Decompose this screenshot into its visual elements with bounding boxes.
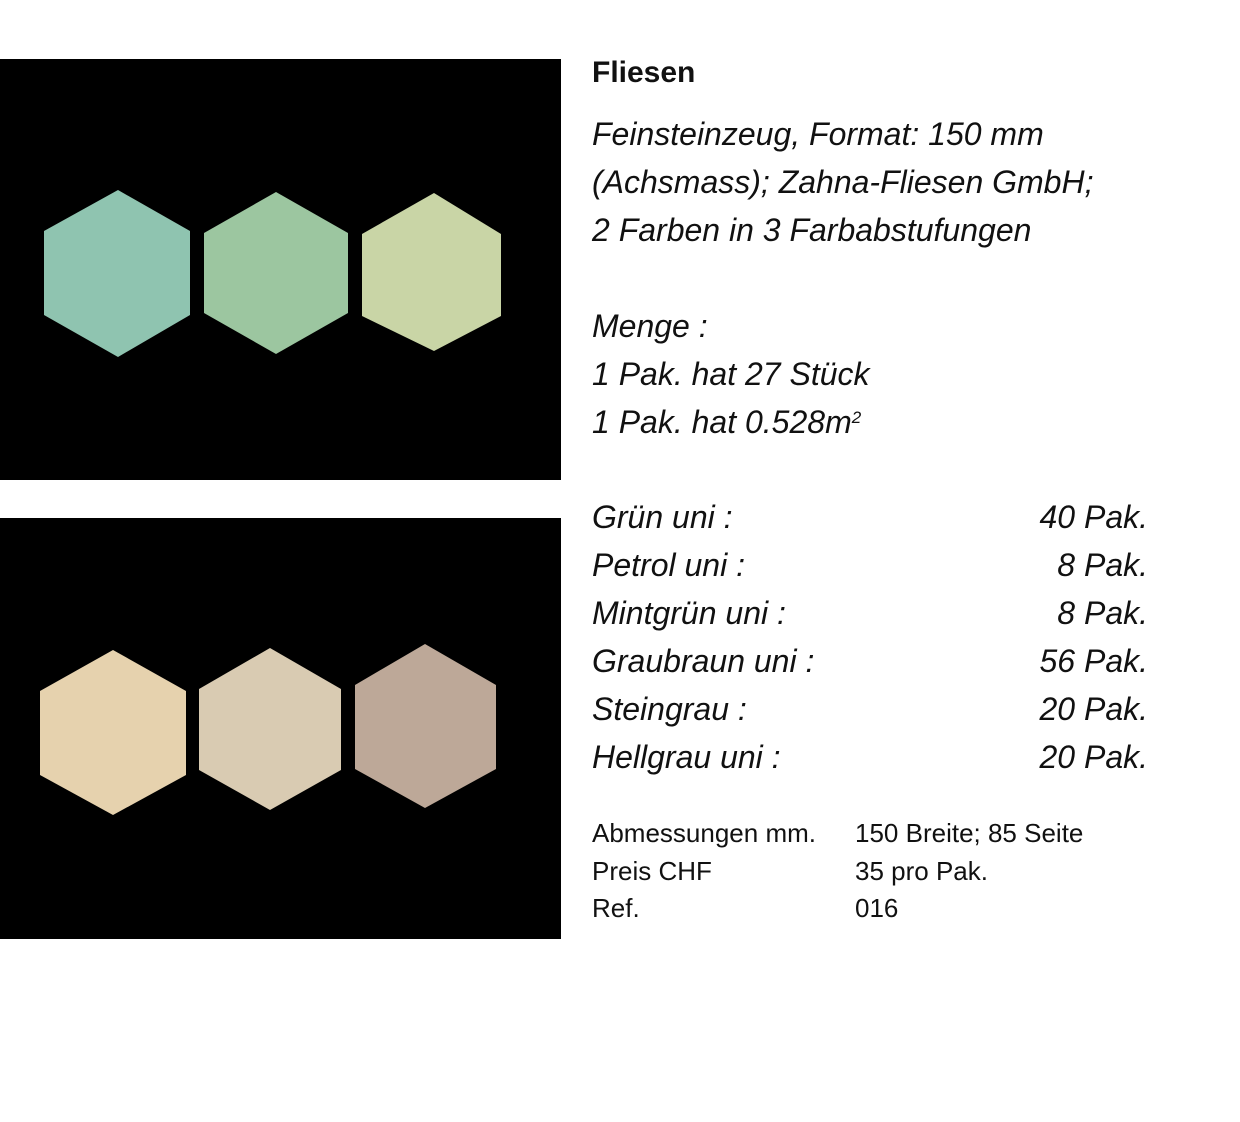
color-name: Mintgrün uni : [592,595,786,631]
color-name: Hellgrau uni : [592,739,781,775]
color-amount: 40 Pak. [1039,499,1148,535]
color-amount: 56 Pak. [1039,643,1148,679]
spec-label: Abmessungen mm. [592,818,816,848]
product-description [592,110,1093,254]
tile-photo-grey-tones [0,518,561,939]
list-item [592,589,1148,637]
list-item [592,493,1148,541]
list-item [592,733,1148,781]
spec-label: Ref. [592,893,640,923]
hexagon-tile-1 [44,190,190,357]
tile-photo-green-tones [0,59,561,480]
spec-value: 35 pro Pak. [855,855,988,886]
color-name: Graubraun uni : [592,643,815,679]
page-title: Fliesen [592,56,696,89]
color-amount: 20 Pak. [1039,739,1148,775]
area-exponent: 2 [851,408,862,427]
hexagon-tile-6 [355,644,496,808]
color-amount: 20 Pak. [1039,691,1148,727]
hexagon-tile-5 [199,648,341,810]
table-row [592,815,1083,853]
list-item [592,637,1148,685]
area-per-pack: 1 Pak. hat $0.528m^2$ [592,404,862,440]
description-line: 2 Farben in 3 Farbabstufungen [592,212,1032,248]
color-amount: 8 Pak. [1057,595,1148,631]
color-name: Grün uni : [592,499,733,535]
table-row [592,853,1083,891]
spec-value: 016 [855,893,899,923]
hexagon-tile-2 [204,192,348,354]
hexagon-tile-4 [40,650,186,815]
color-name: Steingrau : [592,691,747,727]
pieces-per-pack: 1 Pak. hat 27 Stück [592,356,870,392]
color-stock-list [592,493,1148,781]
spec-label: Preis CHF [592,855,712,886]
spec-value: 150 Breite; 85 Seite [855,818,1084,848]
quantity-heading: Menge : [592,308,708,344]
description-line: (Achsmass); Zahna-Fliesen GmbH; [592,164,1094,200]
table-row [592,890,1083,928]
quantity-block [592,302,870,446]
list-item [592,685,1148,733]
color-amount: 8 Pak. [1057,547,1148,583]
description-line: Feinsteinzeug, Format: 150 mm [592,116,1044,152]
color-name: Petrol uni : [592,547,745,583]
spec-table [592,815,1083,928]
list-item [592,541,1148,589]
hexagon-tile-3 [362,193,501,351]
